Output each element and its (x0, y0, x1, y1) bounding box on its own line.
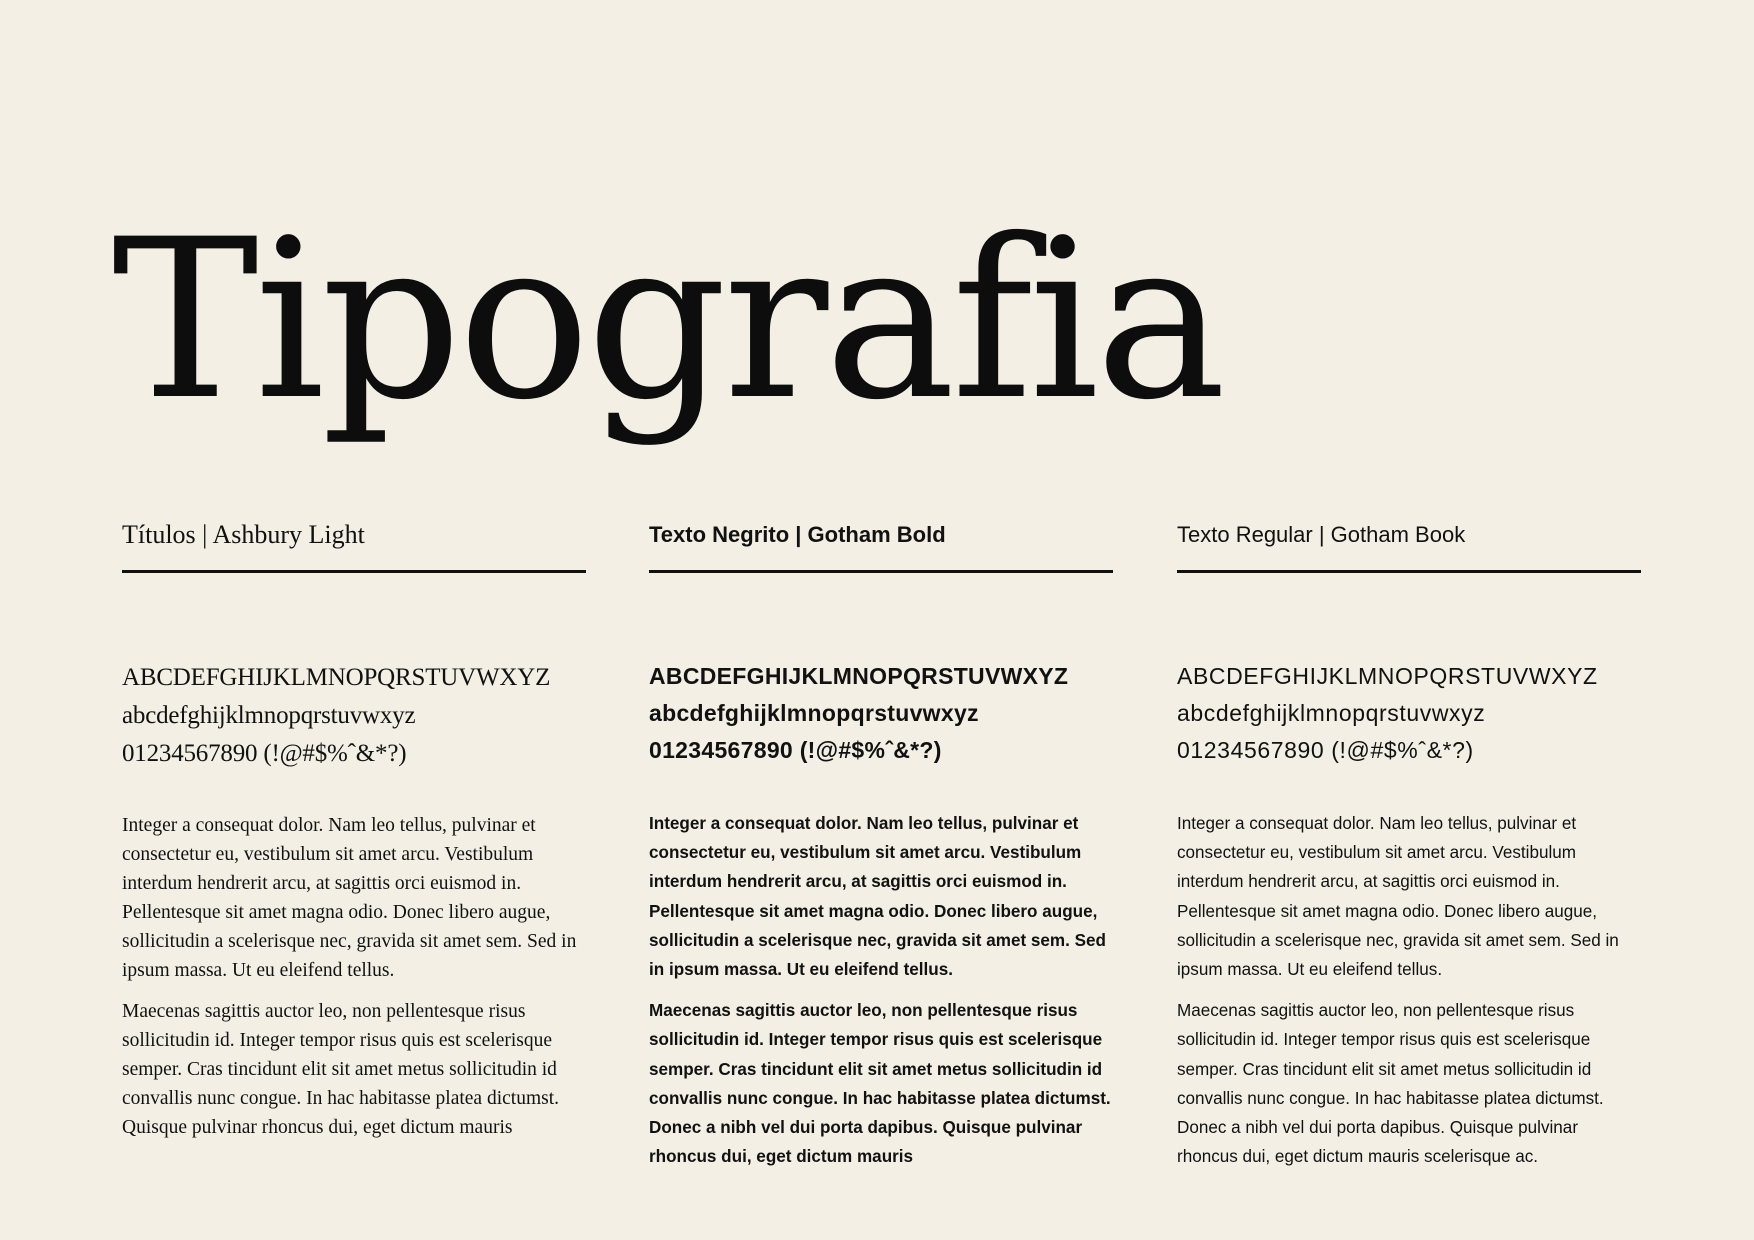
page-title: Tipografia (112, 192, 1223, 448)
glyph-specimen (122, 659, 586, 773)
column-header: Texto Negrito | Gotham Bold (649, 518, 1113, 573)
numbers-specimen: 01234567890 (!@#$%ˆ&*?) (122, 740, 407, 767)
sample-text (649, 809, 1113, 1171)
sample-text (1177, 809, 1641, 1171)
sample-paragraph: Integer a consequat dolor. Nam leo tellus, pulvinar et consectetur eu, vestibulum sit amet arcu. Vestibulum interdum hendrerit arcu, at sagittis orci euismod in. Pellentesque sit amet magna odio. Donec libero augue, sollicitudin a scelerisque nec, gravida sit amet sem. Sed in ipsum massa. Ut eu eleifend tellus. (122, 815, 577, 981)
lowercase-specimen: abcdefghijklmnopqrstuvwxyz (122, 702, 416, 729)
sample-paragraph: Integer a consequat dolor. Nam leo tellus, pulvinar et consectetur eu, vestibulum sit amet arcu. Vestibulum interdum hendrerit arcu, at sagittis orci euismod in. Pellentesque sit amet magna odio. Donec libero augue, sollicitudin a scelerisque nec, gravida sit amet sem. Sed in ipsum massa. Ut eu eleifend tellus. (1177, 814, 1619, 980)
lowercase-specimen: abcdefghijklmnopqrstuvwxyz (649, 700, 979, 726)
sample-paragraph: Maecenas sagittis auctor leo, non pellentesque risus sollicitudin id. Integer tempor risus quis est scelerisque semper. Cras tincidunt elit sit amet metus sollicitudin id convallis nunc congue. In hac habitasse platea dictumst. Quisque pulvinar rhoncus dui, eget dictum mauris (122, 1001, 559, 1138)
column-texto-negrito-gotham-bold (649, 518, 1113, 1171)
sample-text (122, 811, 586, 1142)
sample-paragraph: Maecenas sagittis auctor leo, non pellentesque risus sollicitudin id. Integer tempor risus quis est scelerisque semper. Cras tincidunt elit sit amet metus sollicitudin id convallis nunc congue. In hac habitasse platea dictumst. Donec a nibh vel dui porta dapibus. Quisque pulvinar rhoncus dui, eget dictum mauris (649, 1001, 1111, 1167)
sample-paragraph: Integer a consequat dolor. Nam leo tellus, pulvinar et consectetur eu, vestibulum sit amet arcu. Vestibulum interdum hendrerit arcu, at sagittis orci euismod in. Pellentesque sit amet magna odio. Donec libero augue, sollicitudin a scelerisque nec, gravida sit amet sem. Sed in ipsum massa. Ut eu eleifend tellus. (649, 814, 1106, 980)
column-titles-ashbury-light (122, 518, 586, 1142)
column-header: Texto Regular | Gotham Book (1177, 518, 1641, 573)
uppercase-specimen: ABCDEFGHIJKLMNOPQRSTUVWXYZ (1177, 663, 1598, 689)
uppercase-specimen: ABCDEFGHIJKLMNOPQRSTUVWXYZ (122, 664, 551, 691)
column-texto-regular-gotham-book (1177, 518, 1641, 1171)
sample-paragraph: Maecenas sagittis auctor leo, non pellentesque risus sollicitudin id. Integer tempor risus quis est scelerisque semper. Cras tincidunt elit sit amet metus sollicitudin id convallis nunc congue. In hac habitasse platea dictumst. Donec a nibh vel dui porta dapibus. Quisque pulvinar rhoncus dui, eget dictum mauris scelerisque ac. (1177, 1001, 1604, 1167)
glyph-specimen (1177, 658, 1641, 769)
lowercase-specimen: abcdefghijklmnopqrstuvwxyz (1177, 700, 1486, 726)
column-header: Títulos | Ashbury Light (122, 518, 586, 573)
numbers-specimen: 01234567890 (!@#$%ˆ&*?) (649, 737, 942, 763)
numbers-specimen: 01234567890 (!@#$%ˆ&*?) (1177, 737, 1474, 763)
uppercase-specimen: ABCDEFGHIJKLMNOPQRSTUVWXYZ (649, 663, 1069, 689)
glyph-specimen (649, 658, 1113, 769)
